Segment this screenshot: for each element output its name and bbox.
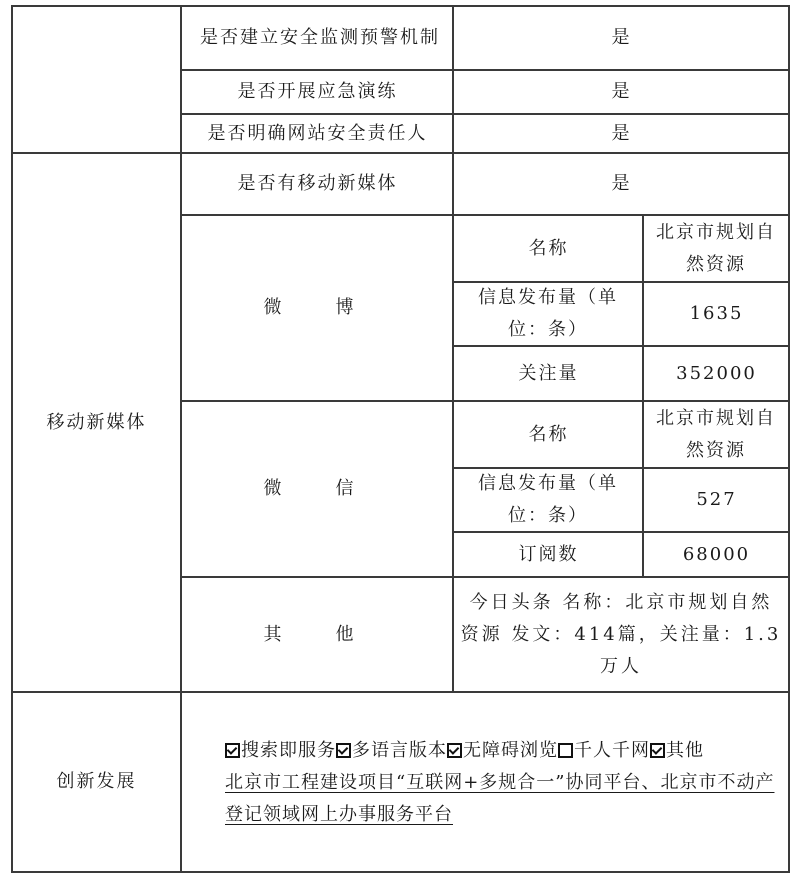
option-other[interactable] bbox=[650, 740, 704, 761]
wechat-subscribers-label: 订阅数 bbox=[518, 543, 579, 565]
option-label: 千人千网 bbox=[574, 740, 650, 761]
option-label: 其他 bbox=[666, 740, 704, 761]
weibo-name-label: 名称 bbox=[528, 237, 569, 259]
weibo-posts-label: 信息发布量（单位：条） bbox=[478, 287, 618, 340]
innovation-section-label: 创新发展 bbox=[56, 771, 137, 792]
security-value-responsible: 是 bbox=[611, 122, 632, 144]
security-value-monitoring: 是 bbox=[611, 27, 632, 48]
wechat-subscribers-value: 68000 bbox=[682, 543, 751, 565]
wechat-label: 微 信 bbox=[263, 478, 372, 499]
option-label: 多语言版本 bbox=[352, 740, 447, 761]
innovation-other-text: 北京市工程建设项目“互联网+多规合一”协同平台、北京市不动产登记领域网上办事服务平台 bbox=[225, 772, 775, 825]
mobile-media-section-label: 移动新媒体 bbox=[46, 411, 147, 433]
checkbox-checked-icon[interactable] bbox=[225, 743, 240, 758]
wechat-name-label: 名称 bbox=[528, 423, 569, 445]
checkbox-unchecked-icon[interactable] bbox=[558, 743, 573, 758]
option-personalized[interactable] bbox=[558, 740, 650, 761]
wechat-posts-label: 信息发布量（单位：条） bbox=[478, 473, 618, 526]
wechat-posts-value: 527 bbox=[696, 489, 737, 510]
weibo-followers-label: 关注量 bbox=[518, 362, 579, 384]
wechat-name-value: 北京市规划自然资源 bbox=[656, 407, 776, 461]
security-label-drill: 是否开展应急演练 bbox=[237, 81, 398, 102]
option-label: 无障碍浏览 bbox=[463, 740, 558, 761]
weibo-followers-value: 352000 bbox=[676, 362, 757, 384]
security-label-monitoring: 是否建立安全监测预警机制 bbox=[200, 27, 440, 48]
weibo-label: 微 博 bbox=[263, 297, 372, 318]
checkbox-checked-icon[interactable] bbox=[650, 743, 665, 758]
other-media-label: 其 他 bbox=[263, 623, 372, 645]
option-accessibility[interactable] bbox=[447, 740, 558, 761]
option-multilingual[interactable] bbox=[336, 740, 447, 761]
checkbox-checked-icon[interactable] bbox=[336, 743, 351, 758]
innovation-options bbox=[225, 735, 780, 831]
option-search-as-service[interactable] bbox=[225, 740, 336, 761]
option-label: 搜索即服务 bbox=[241, 740, 336, 761]
has-mobile-value: 是 bbox=[611, 173, 632, 194]
has-mobile-label: 是否有移动新媒体 bbox=[237, 173, 398, 194]
weibo-posts-value: 1635 bbox=[689, 303, 744, 324]
security-value-drill: 是 bbox=[611, 81, 632, 102]
security-label-responsible: 是否明确网站安全责任人 bbox=[207, 122, 428, 144]
other-media-value: 今日头条 名称：北京市规划自然资源 发文：414篇，关注量：1.3万人 bbox=[460, 591, 782, 677]
weibo-name-value: 北京市规划自然资源 bbox=[656, 221, 776, 275]
checkbox-checked-icon[interactable] bbox=[447, 743, 462, 758]
